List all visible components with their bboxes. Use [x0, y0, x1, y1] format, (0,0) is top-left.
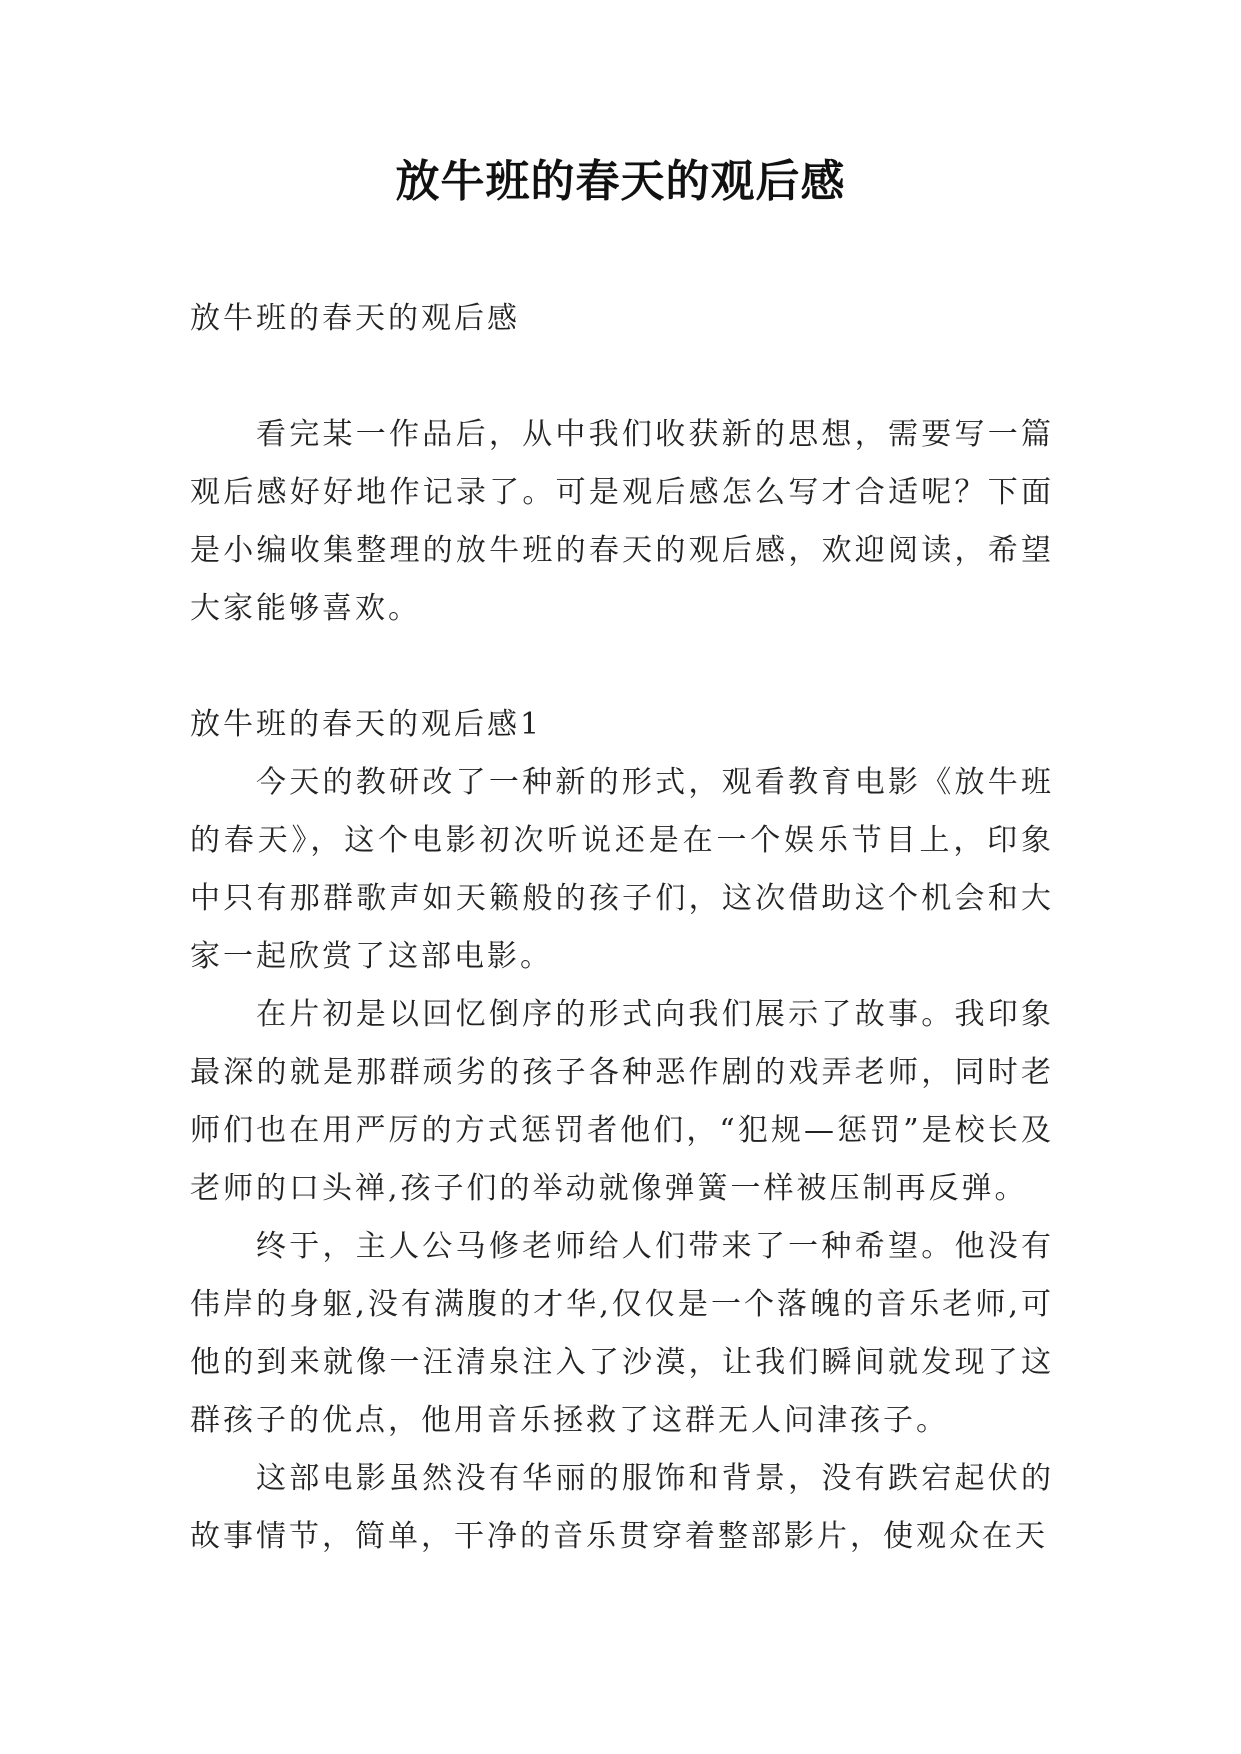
document-subtitle: 放牛班的春天的观后感: [190, 301, 520, 336]
body-paragraph-3: 终于，主人公马修老师给人们带来了一种希望。他没有伟岸的身躯,没有满腹的才华,仅仅是一个落魄的音乐老师,可他的到来就像一汪清泉注入了沙漠，让我们瞬间就发现了这群孩子的优点，他用音乐拯救了这群无人问津孩子。: [190, 1229, 1054, 1438]
body-paragraph-4: 这部电影虽然没有华丽的服饰和背景，没有跌宕起伏的故事情节，简单，干净的音乐贯穿着整部影片，使观众在天: [190, 1461, 1054, 1554]
section-heading: 放牛班的春天的观后感1: [190, 707, 543, 742]
intro-paragraph: 看完某一作品后，从中我们收获新的思想，需要写一篇观后感好好地作记录了。可是观后感怎么写才合适呢？下面是小编收集整理的放牛班的春天的观后感，欢迎阅读，希望大家能够喜欢。: [190, 417, 1054, 626]
document-title: 放牛班的春天的观后感: [395, 156, 846, 207]
body-paragraph-1: 今天的教研改了一种新的形式，观看教育电影《放牛班的春天》，这个电影初次听说还是在一个娱乐节目上，印象中只有那群歌声如天籁般的孩子们，这次借助这个机会和大家一起欣赏了这部电影。: [190, 765, 1054, 974]
body-paragraph-2: 在片初是以回忆倒序的形式向我们展示了故事。我印象最深的就是那群顽劣的孩子各种恶作剧的戏弄老师，同时老师们也在用严厉的方式惩罚者他们，“犯规—惩罚”是校长及老师的口头禅,孩子们的举动就像弹簧一样被压制再反弹。: [190, 997, 1054, 1206]
